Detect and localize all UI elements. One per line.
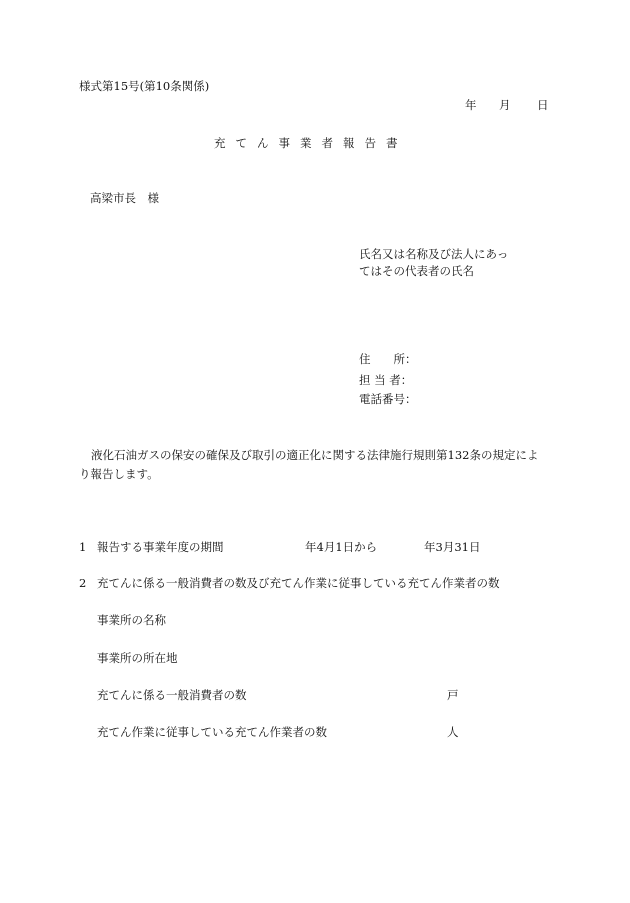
applicant-name-label: 氏名又は名称及び法人にあってはその代表者の氏名 xyxy=(359,247,509,278)
office-name-label: 事業所の名称 xyxy=(97,613,166,627)
date-day-label: 日 xyxy=(537,98,549,112)
applicant-person-label: 担 当 者： xyxy=(359,373,413,387)
consumers-count-label: 充てんに係る一般消費者の数 xyxy=(97,688,247,702)
form-number: 様式第15号(第10条関係) xyxy=(79,79,210,93)
date-month-label: 月 xyxy=(499,98,511,112)
item-2-number: 2 xyxy=(79,576,87,590)
workers-count-label: 充てん作業に従事している充てん作業者の数 xyxy=(97,725,327,739)
applicant-phone-label: 電話番号： xyxy=(359,392,417,406)
period-from: 年4月1日から xyxy=(305,540,378,554)
item-1-label: 報告する事業年度の期間 xyxy=(97,540,224,554)
office-location-label: 事業所の所在地 xyxy=(97,651,178,665)
workers-count-unit: 人 xyxy=(447,725,459,739)
period-to: 年3月31日 xyxy=(424,540,481,554)
addressee: 高梁市長 様 xyxy=(90,191,159,205)
document-title: 充てん事業者報告書 xyxy=(214,136,408,150)
date-year-label: 年 xyxy=(465,98,477,112)
applicant-address-label: 住 所： xyxy=(359,352,417,366)
consumers-count-unit: 戸 xyxy=(447,688,459,702)
item-2-label: 充てんに係る一般消費者の数及び充てん作業に従事している充てん作業者の数 xyxy=(97,576,500,590)
item-1-number: 1 xyxy=(79,540,87,554)
report-statement: 液化石油ガスの保安の確保及び取引の適正化に関する法律施行規則第132条の規定により報告します。 xyxy=(79,448,539,481)
